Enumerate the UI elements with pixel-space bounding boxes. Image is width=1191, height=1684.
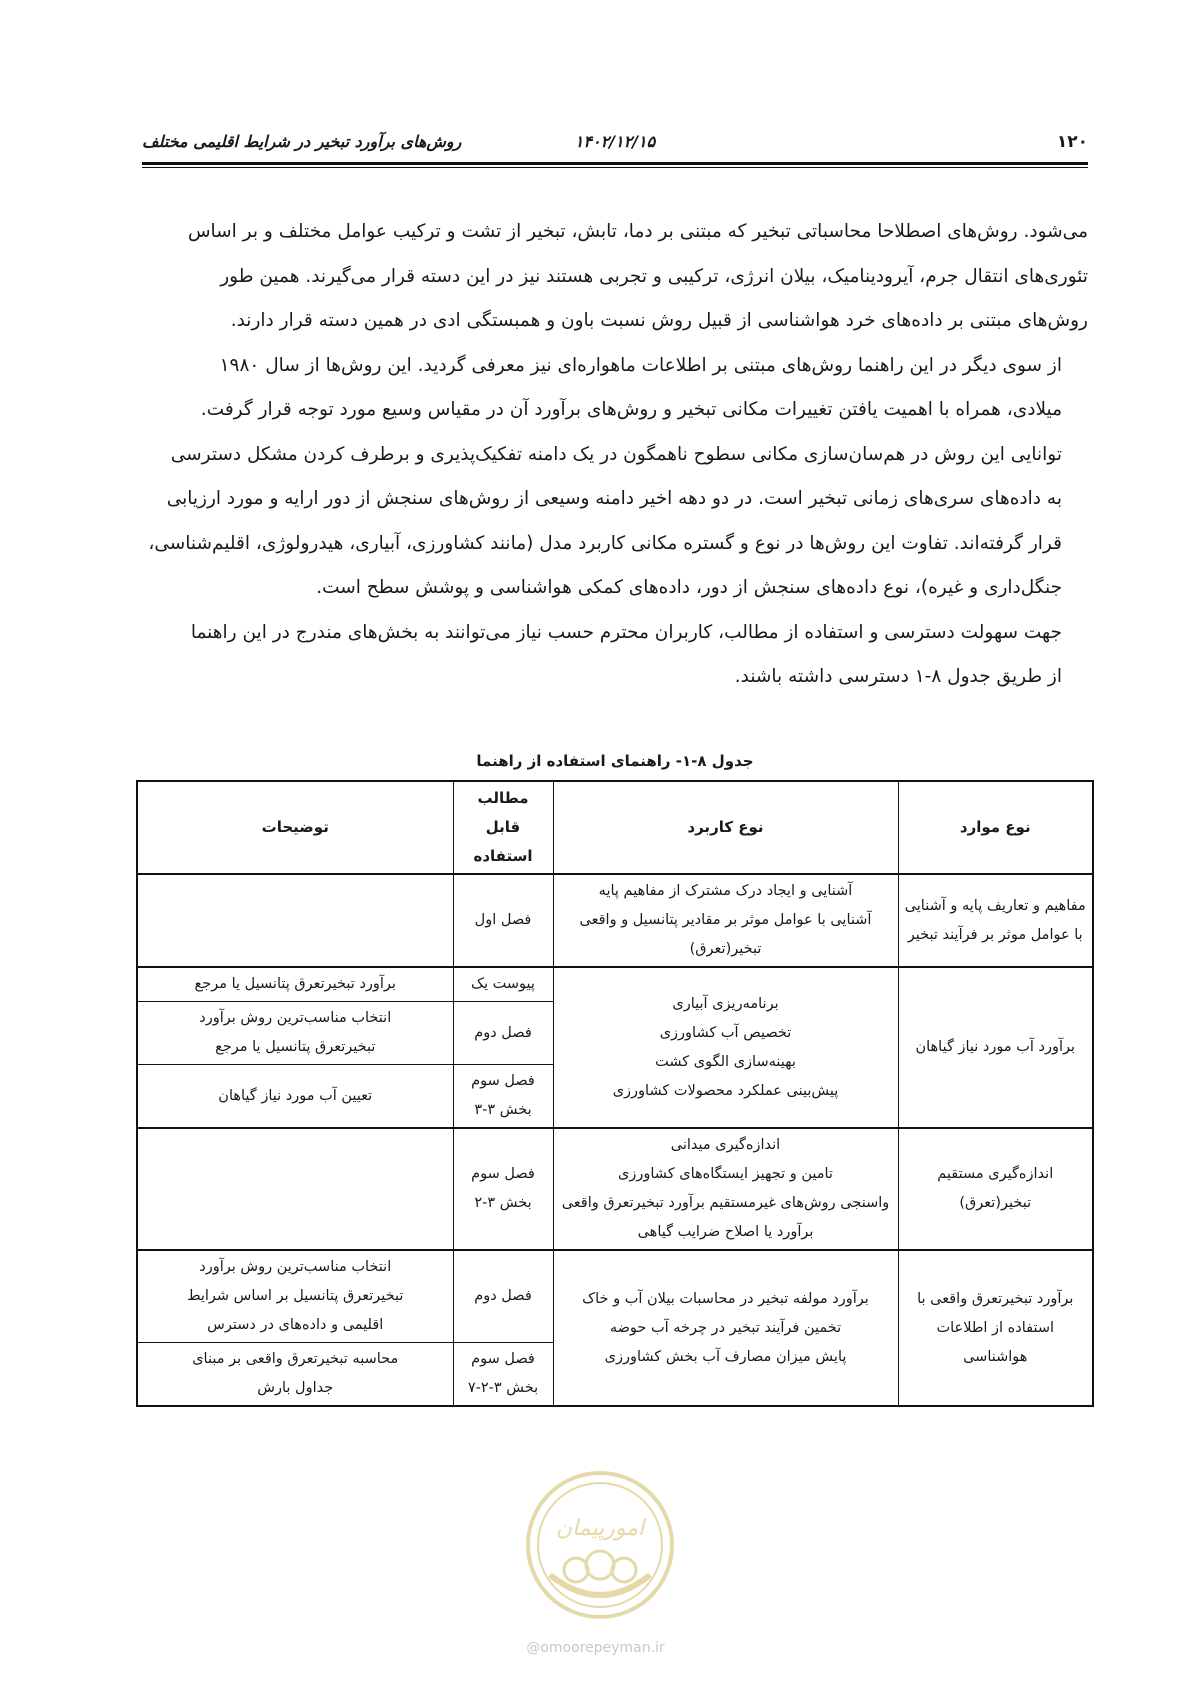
page-header [142, 128, 1088, 158]
logo-url: @omoorepeyman.ir [526, 1640, 665, 1656]
paragraph-line: قرار گرفته‌اند. تفاوت این روش‌ها در نوع و گستره مکانی کاربرد مدل (مانند کشاورزی، آبیاری، هیدرولوژی، اقلیم‌شناسی، [148, 532, 1062, 554]
header-sections: مطالب قابل استفاده [453, 781, 553, 874]
notes-cell: انتخاب مناسب‌ترین روش برآورد تبخیرتعرق پتانسیل یا مرجع [137, 1002, 453, 1065]
table-row [137, 967, 1093, 1002]
paragraph-line: به داده‌های سری‌های زمانی تبخیر است. در دو دهه اخیر دامنه وسیعی از روش‌های سنجش از دور ارایه و مورد ارزیابی [166, 488, 1062, 509]
section-cell: فصل دوم [453, 1250, 553, 1343]
section-cell: فصل سوم بخش ۳-۳ [453, 1065, 553, 1129]
paragraph-line: تئوری‌های انتقال جرم، آیرودینامیک، بیلان انرژی، ترکیبی و تجربی هستند نیز در این دسته قرار می‌گیرند. همین طور [220, 265, 1088, 287]
page-number: ۱۲۰ [1056, 132, 1088, 152]
section-cell: پیوست یک [453, 967, 553, 1002]
section-cell: فصل اول [453, 874, 553, 967]
notes-cell: محاسبه تبخیرتعرق واقعی بر مبنای جداول بارش [137, 1343, 453, 1407]
notes-cell [137, 1128, 453, 1250]
usage-cell: آشنایی و ایجاد درک مشترک از مفاهیم پایه آشنایی با عوامل موثر بر مقادیر پتانسیل و واقعی تبخیر(تعرق) [553, 874, 898, 967]
body-paragraph [142, 210, 1088, 344]
header-notes: توضیحات [137, 781, 453, 874]
table-header-row [137, 781, 1093, 874]
table-row [137, 1250, 1093, 1343]
paragraph-line: میلادی، همراه با اهمیت یافتن تغییرات مکانی تبخیر و روش‌های برآورد آن در مقیاس وسیع مورد توجه قرار گرفت. [200, 399, 1062, 420]
body-text [142, 210, 1088, 700]
body-paragraph [142, 344, 1088, 611]
header-item-type: نوع موارد [898, 781, 1093, 874]
header-rule-thin [142, 167, 1088, 168]
notes-cell: انتخاب مناسب‌ترین روش برآورد تبخیرتعرق پتانسیل بر اساس شرایط اقلیمی و داده‌های در دسترس [137, 1250, 453, 1343]
paragraph-line: جهت سهولت دسترسی و استفاده از مطالب، کاربران محترم حسب نیاز می‌توانند به بخش‌های مندرج در این راهنما [190, 621, 1062, 643]
item-type-cell: برآورد تبخیرتعرق واقعی با استفاده از اطلاعات هواشناسی [898, 1250, 1093, 1406]
notes-cell: تعیین آب مورد نیاز گیاهان [137, 1065, 453, 1129]
usage-cell: برآورد مولفه تبخیر در محاسبات بیلان آب و خاک تخمین فرآیند تبخیر در چرخه آب حوضه پایش میزان مصارف آب بخش کشاورزی [553, 1250, 898, 1406]
item-type-cell: برآورد آب مورد نیاز گیاهان [898, 967, 1093, 1128]
section-cell: فصل سوم بخش ۳-۲-۷ [453, 1343, 553, 1407]
item-type-cell: مفاهیم و تعاریف پایه و آشنایی با عوامل موثر بر فرآیند تبخیر [898, 874, 1093, 967]
usage-cell: برنامه‌ریزی آبیاری تخصیص آب کشاورزی بهینه‌سازی الگوی کشت پیش‌بینی عملکرد محصولات کشاورزی [553, 967, 898, 1128]
table-row [137, 1128, 1093, 1250]
header-rule [142, 162, 1088, 165]
item-type-cell: اندازه‌گیری مستقیم تبخیر(تعرق) [898, 1128, 1093, 1250]
paragraph-line: می‌شود. روش‌های اصطلاحا محاسباتی تبخیر که مبتنی بر دما، تابش، تبخیر از تشت و ترکیب عوامل مختلف و بر اساس [187, 221, 1088, 242]
header-usage-type: نوع کاربرد [553, 781, 898, 874]
svg-text:امورپیمان: امورپیمان [555, 1516, 645, 1541]
paragraph-line: توانایی این روش در هم‌سان‌سازی مکانی سطوح ناهمگون در یک دامنه تفکیک‌پذیری و برطرف کردن مشکل دسترسی [170, 443, 1062, 465]
table-row [137, 874, 1093, 967]
body-paragraph [142, 611, 1088, 700]
usage-guide-table [136, 780, 1094, 1407]
header-date: ۱۴۰۲/۱۲/۱۵ [574, 132, 656, 151]
paragraph-line: از طریق جدول ۸-۱ دسترسی داشته باشند. [734, 666, 1062, 687]
table-caption: جدول ۸-۱- راهنمای استفاده از راهنما [476, 752, 754, 770]
section-cell: فصل دوم [453, 1002, 553, 1065]
usage-cell: اندازه‌گیری میدانی تامین و تجهیز ایستگاه‌های کشاورزی واسنجی روش‌های غیرمستقیم برآورد تبخیرتعرق واقعی برآورد یا اصلاح ضرایب گیاهی [553, 1128, 898, 1250]
omoore-peyman-logo-icon [520, 1465, 680, 1625]
paragraph-line: روش‌های مبتنی بر داده‌های خرد هواشناسی از قبیل روش نسبت باون و همبستگی ادی در همین دسته قرار دارند. [230, 310, 1088, 331]
paragraph-line: جنگل‌داری و غیره)، نوع داده‌های سنجش از دور، داده‌های کمکی هواشناسی و پوشش سطح است. [316, 577, 1062, 598]
running-title: روش‌های برآورد تبخیر در شرایط اقلیمی مختلف [142, 132, 462, 151]
section-cell: فصل سوم بخش ۳-۲ [453, 1128, 553, 1250]
notes-cell: برآورد تبخیرتعرق پتانسیل یا مرجع [137, 967, 453, 1002]
paragraph-line: از سوی دیگر در این راهنما روش‌های مبتنی بر اطلاعات ماهواره‌ای نیز معرفی گردید. این روش‌ها از سال ۱۹۸۰ [219, 354, 1062, 376]
notes-cell [137, 874, 453, 967]
